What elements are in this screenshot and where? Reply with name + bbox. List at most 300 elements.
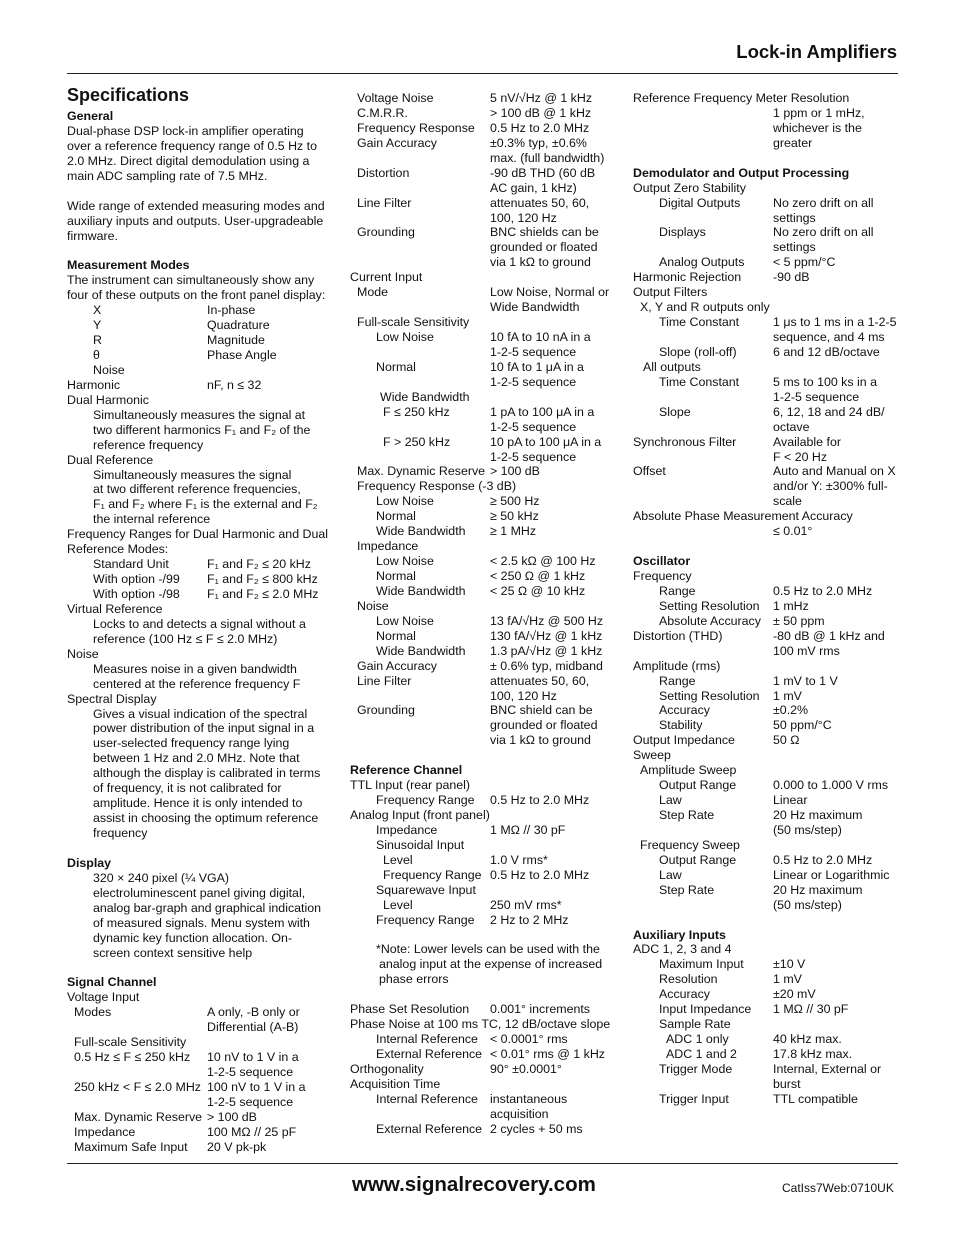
spec-line xyxy=(67,647,342,662)
spec-label: Maximum Input xyxy=(659,957,744,972)
spec-label: four of these outputs on the front panel display: xyxy=(67,288,326,303)
spec-value: -80 dB @ 1 kHz and xyxy=(773,628,885,643)
spec-line xyxy=(67,677,342,692)
spec-label: Spectral Display xyxy=(67,691,157,706)
spec-value: 100, 120 Hz xyxy=(490,210,557,225)
spec-line xyxy=(67,154,342,169)
spec-line xyxy=(633,106,908,121)
spec-line xyxy=(633,539,908,554)
spec-line xyxy=(633,957,908,972)
spec-label: Frequency Range xyxy=(376,912,475,927)
spec-line xyxy=(67,871,342,886)
spec-line xyxy=(633,181,908,196)
spec-label: of measured signals. Menu system with xyxy=(93,915,310,930)
spec-value: scale xyxy=(773,494,802,509)
spec-value: (50 ms/step) xyxy=(773,822,842,837)
spec-line xyxy=(350,793,625,808)
footer-website-url[interactable]: www.signalrecovery.com xyxy=(352,1173,596,1196)
spec-line xyxy=(350,390,625,405)
spec-line xyxy=(633,509,908,524)
spec-label: Analog Outputs xyxy=(659,255,745,270)
spec-label: C.M.R.R. xyxy=(357,105,408,120)
spec-label: Trigger Mode xyxy=(659,1061,733,1076)
spec-value: > 100 dB xyxy=(490,464,540,479)
spec-label: Y xyxy=(93,318,102,333)
spec-line xyxy=(633,599,908,614)
spec-value: Differential (A-B) xyxy=(207,1020,299,1035)
spec-label: Normal xyxy=(376,359,416,374)
spec-label: Input Impedance xyxy=(659,1002,752,1017)
spec-line xyxy=(633,405,908,420)
spec-line xyxy=(350,494,625,509)
spec-label: Line Filter xyxy=(357,195,412,210)
spec-value: < 0.01° rms @ 1 kHz xyxy=(490,1047,605,1061)
spec-line xyxy=(633,524,908,539)
spec-line xyxy=(350,300,625,315)
page-header-title: Lock-in Amplifiers xyxy=(736,41,897,62)
spec-label: Line Filter xyxy=(357,673,412,688)
spec-label: Sweep xyxy=(633,748,671,763)
spec-value: Quadrature xyxy=(207,318,270,333)
spec-label: Setting Resolution xyxy=(659,688,760,703)
spec-label: Frequency Ranges for Dual Harmonic and Dual xyxy=(67,527,329,542)
spec-line xyxy=(633,390,908,405)
spec-label: Locks to and detects a signal without a xyxy=(93,616,306,631)
spec-value: Phase Angle xyxy=(207,348,277,362)
spec-label: Wide Bandwidth xyxy=(376,643,466,658)
spec-line xyxy=(633,987,908,1002)
spec-label: Setting Resolution xyxy=(659,598,760,613)
spec-line xyxy=(350,584,625,599)
spec-value: 10 nV to 1 V in a xyxy=(207,1050,299,1065)
spec-line xyxy=(350,1032,625,1047)
spec-value: Linear xyxy=(773,793,808,808)
spec-line xyxy=(633,1092,908,1107)
spec-value: 1-2-5 sequence xyxy=(490,374,577,389)
spec-line xyxy=(67,1020,342,1035)
spec-value: Magnitude xyxy=(207,333,265,348)
spec-line xyxy=(350,554,625,569)
spec-line xyxy=(633,1047,908,1062)
spec-line xyxy=(67,527,342,542)
spec-line xyxy=(350,1047,625,1062)
spec-value: 90° ±0.0001° xyxy=(490,1061,562,1076)
spec-label: Virtual Reference xyxy=(67,601,163,616)
spec-label: Law xyxy=(659,867,682,882)
spec-value: < 0.0001° rms xyxy=(490,1032,568,1047)
spec-line xyxy=(350,315,625,330)
spec-line xyxy=(67,393,342,408)
spec-line xyxy=(350,450,625,465)
spec-label: Maximum Safe Input xyxy=(74,1139,188,1154)
spec-label: Phase Noise at 100 ms TC, 12 dB/octave slope xyxy=(350,1017,611,1032)
spec-line xyxy=(633,420,908,435)
spec-label: Simultaneously measures the signal xyxy=(93,467,292,482)
spec-line xyxy=(350,674,625,689)
spec-line xyxy=(633,569,908,584)
spec-label: Distortion xyxy=(357,165,410,180)
spec-line xyxy=(633,972,908,987)
spec-value: settings xyxy=(773,240,816,255)
spec-line xyxy=(633,330,908,345)
spec-value: 2 cycles + 50 ms xyxy=(490,1121,583,1136)
spec-value: > 100 dB xyxy=(207,1109,257,1124)
spec-line xyxy=(633,853,908,868)
spec-label: Distortion (THD) xyxy=(633,628,723,643)
spec-label: Orthogonality xyxy=(350,1061,424,1076)
spec-line xyxy=(67,482,342,497)
spec-value: 1 mV to 1 V xyxy=(773,673,838,688)
spec-label: Accuracy xyxy=(659,703,710,718)
spec-line xyxy=(350,360,625,375)
section-heading xyxy=(633,554,908,569)
spec-value: F₁ and F₂ ≤ 2.0 MHz xyxy=(207,587,319,601)
spec-line xyxy=(67,423,342,438)
spec-value: 1.3 pA/√Hz @ 1 kHz xyxy=(490,643,603,658)
spec-value: 20 Hz maximum xyxy=(773,808,863,822)
spec-line xyxy=(67,1125,342,1140)
spec-line xyxy=(67,1080,342,1095)
spec-line xyxy=(350,883,625,898)
spec-label: Voltage Noise xyxy=(357,91,434,105)
spec-label: Output Zero Stability xyxy=(633,180,746,195)
spec-line xyxy=(350,375,625,390)
spec-label: Impedance xyxy=(376,822,438,837)
spec-line xyxy=(350,748,625,763)
spec-line xyxy=(633,748,908,763)
spec-line xyxy=(67,632,342,647)
spec-label: With option -/99 xyxy=(93,572,180,587)
spec-label: Amplitude Sweep xyxy=(640,763,737,778)
spec-line xyxy=(67,1050,342,1065)
spec-label: reference (100 Hz ≤ F ≤ 2.0 MHz) xyxy=(93,631,278,646)
spec-value: BNC shields can be xyxy=(490,225,599,240)
spec-line xyxy=(633,793,908,808)
spec-line xyxy=(350,166,625,181)
spec-line xyxy=(633,763,908,778)
spec-label: Time Constant xyxy=(659,374,740,389)
spec-label: ADC 1, 2, 3 and 4 xyxy=(633,942,732,957)
spec-label: Grounding xyxy=(357,703,415,718)
spec-line xyxy=(633,285,908,300)
spec-label: All outputs xyxy=(643,359,701,374)
spec-label: Output Impedance xyxy=(633,733,735,748)
spec-value: 0.5 Hz to 2.0 MHz xyxy=(490,867,590,882)
spec-label: dynamic key function allocation. On- xyxy=(93,930,293,945)
spec-line xyxy=(633,614,908,629)
spec-label: Output Filters xyxy=(633,285,708,300)
spec-line xyxy=(633,778,908,793)
spec-value: attenuates 50, 60, xyxy=(490,195,590,210)
spec-line xyxy=(350,196,625,211)
spec-label: Measures noise in a given bandwidth xyxy=(93,661,297,676)
spec-line xyxy=(350,569,625,584)
spec-label: *Note: Lower levels can be used with the xyxy=(376,942,600,957)
spec-line xyxy=(633,868,908,883)
spec-label: Current Input xyxy=(350,270,423,285)
spec-label: Reference Frequency Meter Resolution xyxy=(633,91,850,105)
spec-line xyxy=(350,928,625,943)
spec-line xyxy=(350,270,625,285)
spec-line xyxy=(633,1017,908,1032)
section-heading xyxy=(350,763,625,778)
spec-value: 0.5 Hz to 2.0 MHz xyxy=(773,583,873,598)
spec-label: frequency xyxy=(93,826,148,840)
spec-value: < 2.5 kΩ @ 100 Hz xyxy=(490,554,596,569)
spec-line xyxy=(633,240,908,255)
spec-line xyxy=(350,644,625,659)
spec-line xyxy=(67,931,342,946)
spec-line xyxy=(633,450,908,465)
spec-label: Gives a visual indication of the spectral xyxy=(93,706,308,721)
spec-label: Displays xyxy=(659,225,706,240)
spec-line xyxy=(350,1017,625,1032)
spec-label: TTL Input (rear panel) xyxy=(350,778,471,793)
spec-line xyxy=(633,659,908,674)
spec-line xyxy=(350,1107,625,1122)
spec-value: 1-2-5 sequence xyxy=(207,1094,294,1109)
spec-label: 250 kHz < F ≤ 2.0 MHz xyxy=(74,1079,201,1094)
spec-line xyxy=(67,1140,342,1155)
spec-value: settings xyxy=(773,210,816,225)
spec-label: Squarewave Input xyxy=(376,882,476,897)
spec-line xyxy=(67,721,342,736)
spec-label: X xyxy=(93,303,102,318)
spec-line xyxy=(67,184,342,199)
spec-label: amplitude. Hence it is only intended to xyxy=(93,796,303,811)
spec-line xyxy=(633,629,908,644)
spec-line xyxy=(67,1065,342,1080)
spec-label: screen context sensitive help xyxy=(93,945,253,960)
spec-label: Noise xyxy=(93,362,125,377)
spec-line xyxy=(350,405,625,420)
spec-line xyxy=(67,886,342,901)
spec-value: 1 ppm or 1 mHz, xyxy=(773,105,865,120)
spec-label: Harmonic xyxy=(67,377,121,392)
spec-value: burst xyxy=(773,1076,801,1091)
spec-label: Frequency Response xyxy=(357,120,475,135)
spec-label: Acquisition Time xyxy=(350,1076,441,1091)
spec-line xyxy=(350,106,625,121)
spec-value: Wide Bandwidth xyxy=(490,300,580,315)
spec-label: Standard Unit xyxy=(93,557,169,572)
spec-value: ≥ 500 Hz xyxy=(490,494,540,509)
spec-label: ADC 1 and 2 xyxy=(666,1047,737,1061)
spec-label: Modes xyxy=(74,1005,112,1020)
section-heading xyxy=(67,258,342,273)
spec-line xyxy=(67,811,342,826)
spec-line xyxy=(350,509,625,524)
spec-line xyxy=(633,211,908,226)
spec-line xyxy=(67,841,342,856)
spec-label: Normal xyxy=(376,628,416,643)
spec-line xyxy=(633,1077,908,1092)
spec-line xyxy=(633,375,908,390)
spec-line xyxy=(67,453,342,468)
spec-value: TTL compatible xyxy=(773,1091,858,1106)
section-heading xyxy=(67,109,342,124)
spec-line xyxy=(350,539,625,554)
spec-line xyxy=(350,957,625,972)
spec-label: Level xyxy=(383,897,413,912)
spec-line xyxy=(67,468,342,483)
spec-label: Sample Rate xyxy=(659,1017,731,1032)
spec-label: General xyxy=(67,109,114,123)
spec-label: auxiliary inputs and outputs. User-upgradeable xyxy=(67,213,324,228)
spec-label: Specifications xyxy=(67,85,190,105)
spec-label: analog bar-graph and graphical indication xyxy=(93,900,322,915)
spec-line xyxy=(633,718,908,733)
spec-value: 2 Hz to 2 MHz xyxy=(490,912,569,927)
spec-value: 1-2-5 sequence xyxy=(490,419,577,434)
spec-label: Synchronous Filter xyxy=(633,434,737,449)
spec-label: Full-scale Sensitivity xyxy=(74,1035,187,1050)
spec-line xyxy=(350,91,625,106)
spec-line xyxy=(67,512,342,527)
spec-label: Noise xyxy=(67,646,99,661)
spec-line xyxy=(67,139,342,154)
spec-line xyxy=(67,692,342,707)
spec-line xyxy=(67,318,342,333)
spec-label: Display xyxy=(67,855,112,870)
spec-label: Reference Modes: xyxy=(67,542,169,557)
spec-label: Frequency Sweep xyxy=(640,837,740,852)
spec-label: Demodulator and Output Processing xyxy=(633,165,850,180)
spec-line xyxy=(350,778,625,793)
spec-line xyxy=(633,913,908,928)
spec-label: 320 × 240 pixel (¼ VGA) xyxy=(93,870,230,885)
spec-value: 1 μs to 1 ms in a 1-2-5 xyxy=(773,315,897,330)
spec-value: ±10 V xyxy=(773,957,806,972)
spec-label: External Reference xyxy=(376,1047,483,1061)
section-heading xyxy=(67,975,342,990)
spec-value: ±20 mV xyxy=(773,987,816,1002)
spec-line xyxy=(350,942,625,957)
spec-line xyxy=(350,898,625,913)
spec-value: 100 MΩ // 25 pF xyxy=(207,1124,297,1139)
spec-label: Wide Bandwidth xyxy=(376,583,466,598)
spec-label: Resolution xyxy=(659,972,718,987)
spec-line xyxy=(67,826,342,841)
spec-line xyxy=(350,151,625,166)
spec-line xyxy=(350,285,625,300)
spec-value: ≤ 0.01° xyxy=(773,524,813,539)
spec-label: Dual Reference xyxy=(67,452,154,467)
spec-line xyxy=(350,808,625,823)
spec-line xyxy=(67,707,342,722)
footer-catalog-code: CatIss7Web:0710UK xyxy=(782,1181,894,1195)
section-heading xyxy=(633,166,908,181)
spec-label: phase errors xyxy=(379,972,449,987)
spec-value: AC gain, 1 kHz) xyxy=(490,180,577,195)
spec-value: max. (full bandwidth) xyxy=(490,150,605,165)
spec-value: 0.5 Hz to 2.0 MHz xyxy=(490,793,590,808)
spec-value: greater xyxy=(773,135,813,150)
spec-line xyxy=(350,703,625,718)
spec-line xyxy=(350,255,625,270)
spec-label: electroluminescent panel giving digital, xyxy=(93,885,306,900)
spec-value: -90 dB xyxy=(773,270,810,285)
spec-label: Max. Dynamic Reserve xyxy=(357,464,486,479)
spec-value: nF, n ≤ 32 xyxy=(207,377,262,392)
spec-label: Simultaneously measures the signal at xyxy=(93,407,306,422)
spec-line xyxy=(67,602,342,617)
spec-label: analog input at the expense of increased xyxy=(379,957,603,972)
spec-line xyxy=(633,838,908,853)
spec-value: grounded or floated xyxy=(490,718,598,733)
spec-label: reference frequency xyxy=(93,437,204,452)
spec-line xyxy=(350,853,625,868)
spec-label: Wide Bandwidth xyxy=(380,389,470,404)
spec-label: centered at the reference frequency F xyxy=(93,676,301,691)
spec-value: Auto and Manual on X xyxy=(773,464,896,479)
spec-line xyxy=(67,408,342,423)
spec-line xyxy=(67,1005,342,1020)
spec-line xyxy=(350,972,625,987)
spec-line xyxy=(67,990,342,1005)
spec-label: Internal Reference xyxy=(376,1032,478,1047)
spec-label: Low Noise xyxy=(376,554,434,569)
spec-line xyxy=(67,781,342,796)
spec-value: F < 20 Hz xyxy=(773,449,828,464)
spec-line xyxy=(67,438,342,453)
spec-line xyxy=(633,196,908,211)
spec-column-3 xyxy=(633,91,908,1107)
spec-line xyxy=(350,987,625,1002)
spec-label: With option -/98 xyxy=(93,587,180,601)
spec-line xyxy=(67,946,342,961)
spec-line xyxy=(350,629,625,644)
spec-line xyxy=(350,211,625,226)
spec-value: 1 mHz xyxy=(773,598,809,613)
spec-value: acquisition xyxy=(490,1106,549,1121)
spec-line xyxy=(67,169,342,184)
spec-line xyxy=(350,524,625,539)
spec-value: ≥ 50 kHz xyxy=(490,509,539,524)
spec-label: Low Noise xyxy=(376,613,434,628)
spec-line xyxy=(350,733,625,748)
spec-label: Phase Set Resolution xyxy=(350,1002,470,1017)
spec-value: ≥ 1 MHz xyxy=(490,524,537,539)
spec-label: Dual Harmonic xyxy=(67,392,149,407)
spec-value: 100, 120 Hz xyxy=(490,688,557,703)
spec-line xyxy=(67,901,342,916)
spec-value: ± 50 ppm xyxy=(773,613,825,628)
spec-line xyxy=(350,435,625,450)
spec-value: 40 kHz max. xyxy=(773,1032,842,1047)
spec-line xyxy=(67,796,342,811)
spec-line xyxy=(67,214,342,229)
spec-value: A only, -B only or xyxy=(207,1005,300,1020)
spec-label: ADC 1 only xyxy=(666,1032,729,1047)
spec-line xyxy=(350,868,625,883)
spec-label: Step Rate xyxy=(659,808,715,822)
spec-label: Frequency Range xyxy=(376,793,475,808)
spec-value: Linear or Logarithmic xyxy=(773,867,890,882)
spec-line xyxy=(633,823,908,838)
spec-value: < 250 Ω @ 1 kHz xyxy=(490,569,586,583)
spec-value: F₁ and F₂ ≤ 800 kHz xyxy=(207,572,318,587)
spec-label: Mode xyxy=(357,285,388,300)
spec-value: 1 mV xyxy=(773,688,802,703)
spec-label: F > 250 kHz xyxy=(383,434,451,449)
spec-label: Gain Accuracy xyxy=(357,135,437,150)
spec-line xyxy=(633,703,908,718)
section-title xyxy=(67,84,342,106)
spec-label: Slope (roll-off) xyxy=(659,344,737,359)
spec-label: Auxiliary Inputs xyxy=(633,927,726,942)
spec-line xyxy=(67,348,342,363)
